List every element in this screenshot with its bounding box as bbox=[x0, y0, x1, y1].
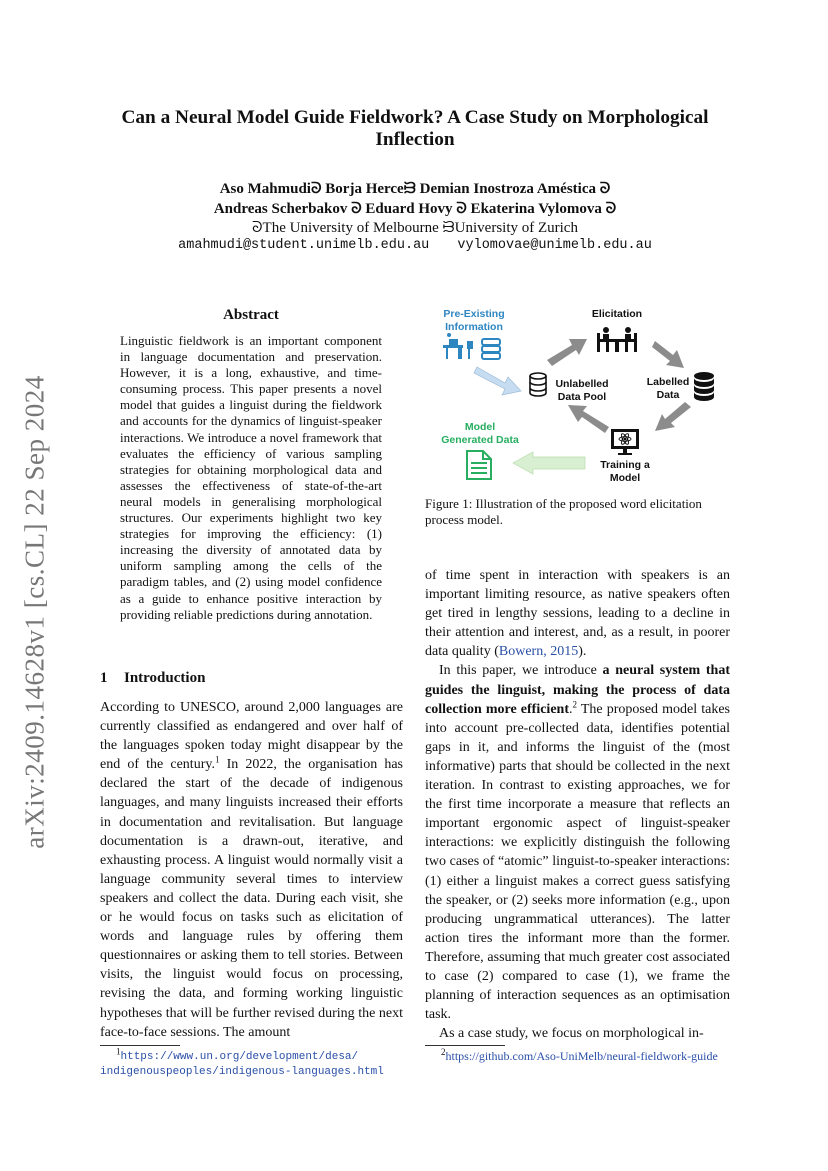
intro-paragraph-1 bbox=[100, 698, 403, 1042]
footnote-1-mark: 1 bbox=[116, 1046, 121, 1057]
footnote-rule-left bbox=[100, 1045, 180, 1046]
text-run: The proposed model takes into account pre-collected data, identifies potential gaps in it, and informs the linguist of the (most informative) parts that should be collected in the next iteration. In contrast to existing approaches, we for the first time incorporate a measure that reflects an important ergonomic aspect of linguist-speaker interactions: we explicitly distinguish the following two cases of “atomic” linguist-to-speaker interactions: (1) either a linguist makes a correct guess satisfying the speaker, or (2) seeks more information (e.g., upon producing ungrammatical utterances). The latter action tires the informant more than the former. Therefore, assuming that much greater cost associated to case (2) compared to case (1), we frame the planning of interaction sequences as an optimisation task. bbox=[425, 701, 730, 1023]
label-elicitation: Elicitation bbox=[591, 308, 643, 320]
section-number: 1 bbox=[100, 670, 108, 686]
arxiv-identifier: arXiv:2409.14628v1 [cs.CL] 22 Sep 2024 bbox=[19, 375, 50, 849]
monitor-icon bbox=[611, 429, 639, 455]
text-run: In 2022, the organisation has declared the start of the decade of indigenous languages, and many linguists increased their efforts in documentation and revitalisation. But language documentation is a drawn-out, iterative, and exhausting process. A linguist would normally visit a language community several times to interview speakers and collect the data. During each visit, she or he would focus on tasks such as elicitation of words and language rules by offering them questionnaires or asking them to tell stories. Between visits, the linguist would focus on processing, revising the data, and forming working linguistic hypotheses that will be further revised during the next face-to-face sessions. The amount bbox=[100, 757, 403, 1040]
arrow-pool-to-elicitation bbox=[547, 339, 587, 366]
intro-paragraph-3: As a case study, we focus on morphological in- bbox=[439, 1026, 704, 1042]
label-labelled: Labelled bbox=[646, 376, 690, 388]
intro-left-column bbox=[100, 698, 403, 1042]
figure-caption: Figure 1: Illustration of the proposed word elicitation process model. bbox=[425, 496, 702, 527]
database-icon-labelled bbox=[694, 372, 714, 401]
label-training-model: Model bbox=[609, 472, 641, 484]
intro-paragraph-1-cont bbox=[425, 566, 730, 661]
footnote-2-mark: 2 bbox=[441, 1047, 446, 1057]
authors-line-1: Aso Mahmudiᘐ Borja Herceᙣ Demian Inostroza Améstica ᘐ bbox=[219, 181, 611, 197]
document-icon bbox=[467, 451, 491, 479]
footnote-marker-1[interactable]: 1 bbox=[214, 754, 220, 765]
abstract-text: Linguistic fieldwork is an important component in language documentation and preservation. However, it is a long, exhaustive, and time-consuming process. This paper presents a novel model that guides a linguist during the fieldwork and accounts for the dynamics of linguist-speaker interactions. We introduce a novel framework that evaluates the efficiency of various sampling strategies for obtaining morphological data and assesses the effectiveness of state-of-the-art neural models in generalising morphological structures. Our experiments highlight two key strategies for improving the efficiency: (1) increasing the diversity of annotated data by uniform sampling among the cells of the paradigm tables, and (2) using model confidence as a guide to enhance positive interaction by providing reliable predictions during annotation. bbox=[120, 333, 382, 622]
footnote-1 bbox=[100, 1046, 405, 1079]
arxiv-sidebar bbox=[10, 372, 60, 852]
label-pre-existing: Pre-Existing bbox=[443, 308, 505, 320]
arrow-training-to-generated bbox=[513, 452, 585, 474]
database-icon-unlabelled bbox=[530, 373, 546, 396]
affiliations: ᘐThe University of Melbourne ᙣUniversity of Zurich bbox=[252, 220, 578, 236]
label-unlabelled: Unlabelled bbox=[555, 378, 609, 390]
arrow-training-to-pool bbox=[568, 405, 609, 433]
paper-title bbox=[100, 107, 730, 151]
abstract-heading: Abstract bbox=[223, 307, 279, 323]
label-data-pool: Data Pool bbox=[557, 391, 607, 403]
bold-claim: a neural system that guides the linguist, making the process of data collection more efficient bbox=[425, 663, 730, 717]
section-title: Introduction bbox=[124, 670, 206, 686]
text-run: ). bbox=[578, 644, 587, 660]
workflow-diagram bbox=[425, 303, 730, 493]
email-2[interactable]: vylomovae@unimelb.edu.au bbox=[457, 238, 652, 253]
label-labelled-data: Data bbox=[656, 389, 680, 401]
footnote-rule-right bbox=[425, 1045, 505, 1046]
text-run: According to UNESCO, around 2,000 languages are currently classified as endangered and over half of the languages spoken today might disappear by the end of the century. bbox=[100, 700, 403, 773]
footnote-2-url[interactable]: https://github.com/Aso-UniMelb/neural-fieldwork-guide bbox=[445, 1049, 718, 1063]
intro-right-column bbox=[425, 566, 730, 1043]
text-run: In this paper, we introduce bbox=[439, 663, 603, 679]
title-line-2: Inflection bbox=[375, 129, 455, 150]
arrow-labelled-to-training bbox=[655, 402, 691, 431]
title-line-1: Can a Neural Model Guide Fieldwork? A Case Study on Morphological bbox=[121, 107, 709, 128]
text-run: . bbox=[569, 701, 573, 717]
citation-bowern[interactable]: Bowern, 2015 bbox=[498, 644, 579, 660]
footnote-2 bbox=[425, 1049, 730, 1063]
figure-1 bbox=[425, 303, 730, 493]
arrow-elicitation-to-labelled bbox=[652, 341, 684, 368]
footnote-1-url-part-1[interactable]: https://www.un.org/development/desa/ bbox=[120, 1051, 359, 1063]
email-1[interactable]: amahmudi@student.unimelb.edu.au bbox=[178, 238, 430, 253]
section-heading-introduction bbox=[100, 670, 205, 687]
label-generated-data: Generated Data bbox=[441, 434, 519, 446]
label-training: Training a bbox=[600, 459, 650, 471]
label-information: Information bbox=[445, 321, 503, 333]
footnote-marker-2[interactable]: 2 bbox=[572, 699, 577, 709]
intro-paragraph-2 bbox=[425, 661, 730, 1024]
arrow-pre-to-pool bbox=[474, 367, 521, 395]
text-run: of time spent in interaction with speakers is an important limiting resource, as native speakers often get tired in lengthy sessions, leading to a decline in their attention and interest, and, as a result, in poorer data quality ( bbox=[425, 568, 730, 660]
author-emails bbox=[100, 238, 730, 253]
footnote-1-url-part-2[interactable]: indigenouspeoples/indigenous-languages.html bbox=[100, 1066, 384, 1078]
desk-icon bbox=[443, 333, 473, 359]
authors-line-2: Andreas Scherbakov ᘐ Eduard Hovy ᘐ Ekaterina Vylomova ᘐ bbox=[213, 201, 617, 217]
label-model: Model bbox=[464, 421, 496, 433]
meeting-icon bbox=[597, 327, 637, 352]
books-icon bbox=[482, 339, 500, 359]
